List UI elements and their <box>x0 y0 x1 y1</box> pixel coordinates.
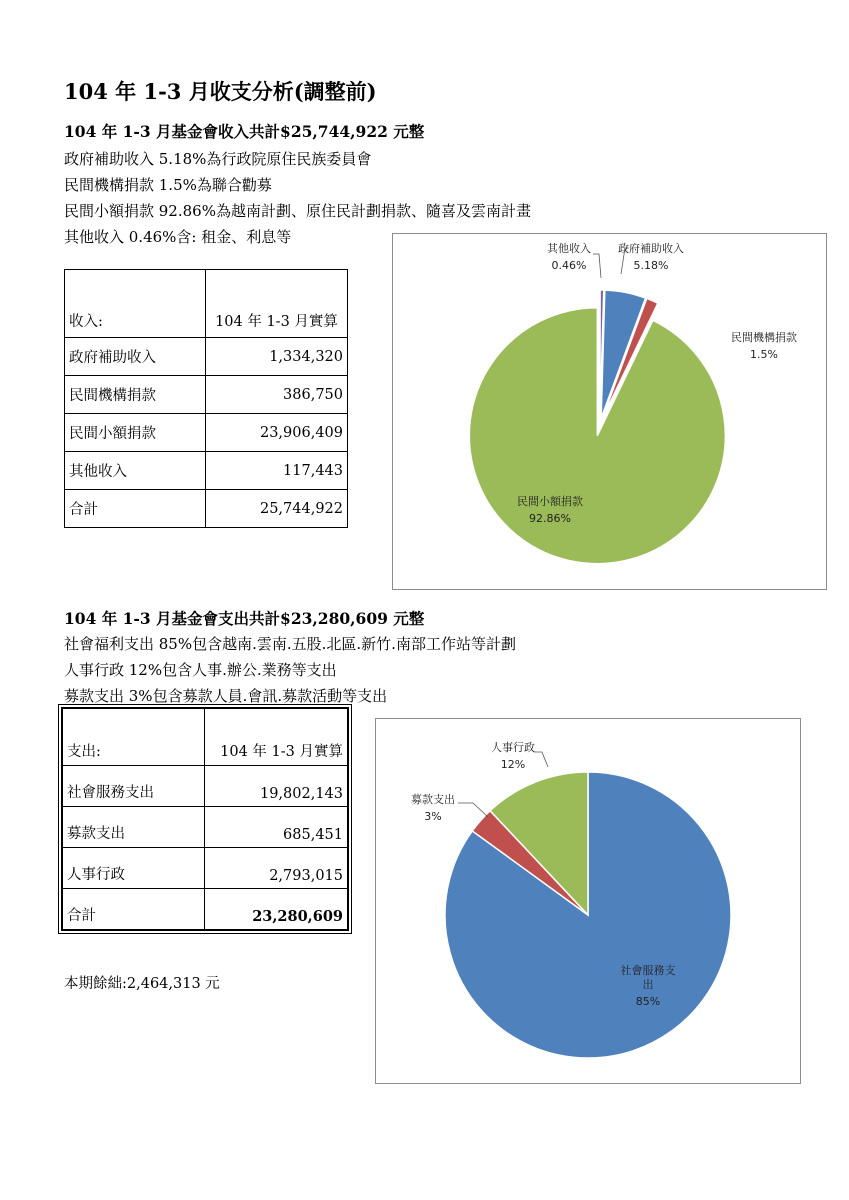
pie-value-label: 85% <box>635 995 661 1008</box>
table-row <box>65 376 348 414</box>
table-row <box>62 766 348 807</box>
table-header-cell: 104 年 1-3 月實算 <box>204 708 348 766</box>
pie-category-label: 民間機構捐款 <box>731 331 797 344</box>
table-header-cell: 104 年 1-3 月實算 <box>206 270 348 338</box>
table-cell-value: 386,750 <box>206 376 348 414</box>
leader-line <box>593 254 601 278</box>
table-total-row <box>65 490 348 528</box>
table-cell-label: 政府補助收入 <box>65 338 206 376</box>
table-header-cell: 支出: <box>62 708 204 766</box>
pie-category-label: 其他收入 <box>547 242 591 255</box>
pie-slice <box>469 308 725 564</box>
pie-value-label: 12% <box>500 758 526 771</box>
pie-value-label: 5.18% <box>633 259 669 272</box>
expense-line: 人事行政 12%包含人事.辦公.業務等支出 <box>64 661 337 679</box>
table-row <box>65 338 348 376</box>
table-cell-label: 其他收入 <box>65 452 206 490</box>
income-line: 民間機構捐款 1.5%為聯合勸募 <box>64 176 272 194</box>
table-row <box>65 452 348 490</box>
income-line: 民間小額捐款 92.86%為越南計劃、原住民計劃捐款、隨喜及雲南計畫 <box>64 202 531 220</box>
table-cell-label: 人事行政 <box>62 848 204 889</box>
income-table <box>64 269 348 528</box>
table-cell-label: 社會服務支出 <box>62 766 204 807</box>
pie-category-label: 政府補助收入 <box>618 242 684 255</box>
income-pie-svg <box>393 234 826 589</box>
pie-category-label: 社會服務支 <box>620 964 676 977</box>
table-cell-value: 23,906,409 <box>206 414 348 452</box>
pie-value-label: 0.46% <box>551 259 587 272</box>
income-pie-chart <box>392 233 827 590</box>
table-header-row <box>65 270 348 338</box>
expense-pie-svg <box>376 719 800 1083</box>
table-cell-label: 民間小額捐款 <box>65 414 206 452</box>
expense-table <box>61 707 349 931</box>
pie-category-label: 募款支出 <box>411 793 455 806</box>
pie-category-label: 人事行政 <box>491 741 535 754</box>
table-cell-label: 募款支出 <box>62 807 204 848</box>
table-row <box>62 807 348 848</box>
pie-category-label: 出 <box>642 978 654 991</box>
table-cell-value: 117,443 <box>206 452 348 490</box>
table-cell-value: 23,280,609 <box>204 889 348 931</box>
pie-value-label: 92.86% <box>529 512 571 525</box>
pie-category-label: 民間小額捐款 <box>517 495 583 508</box>
expense-pie-chart <box>375 718 801 1084</box>
table-cell-value: 685,451 <box>204 807 348 848</box>
balance-summary: 本期餘絀:2,464,313 元 <box>64 976 220 992</box>
table-row <box>62 848 348 889</box>
income-line: 政府補助收入 5.18%為行政院原住民族委員會 <box>64 150 372 168</box>
table-cell-value: 19,802,143 <box>204 766 348 807</box>
page-title: 104 年 1-3 月收支分析(調整前) <box>64 79 377 104</box>
table-total-row <box>62 889 348 931</box>
leader-line <box>458 803 488 817</box>
expense-line: 募款支出 3%包含募款人員.會訊.募款活動等支出 <box>64 687 388 705</box>
table-cell-label: 合計 <box>65 490 206 528</box>
table-header-row <box>62 708 348 766</box>
table-cell-value: 1,334,320 <box>206 338 348 376</box>
pie-value-label: 3% <box>424 810 442 823</box>
table-cell-label: 合計 <box>62 889 204 931</box>
table-cell-label: 民間機構捐款 <box>65 376 206 414</box>
income-line: 其他收入 0.46%含: 租金、利息等 <box>64 228 292 246</box>
income-heading: 104 年 1-3 月基金會收入共計$25,744,922 元整 <box>64 122 425 141</box>
table-cell-value: 2,793,015 <box>204 848 348 889</box>
table-cell-value: 25,744,922 <box>206 490 348 528</box>
leader-line <box>534 752 548 767</box>
pie-value-label: 1.5% <box>750 348 778 361</box>
table-header-cell: 收入: <box>65 270 206 338</box>
table-row <box>65 414 348 452</box>
expense-heading: 104 年 1-3 月基金會支出共計$23,280,609 元整 <box>64 609 425 628</box>
expense-line: 社會福利支出 85%包含越南.雲南.五股.北區.新竹.南部工作站等計劃 <box>64 635 516 653</box>
